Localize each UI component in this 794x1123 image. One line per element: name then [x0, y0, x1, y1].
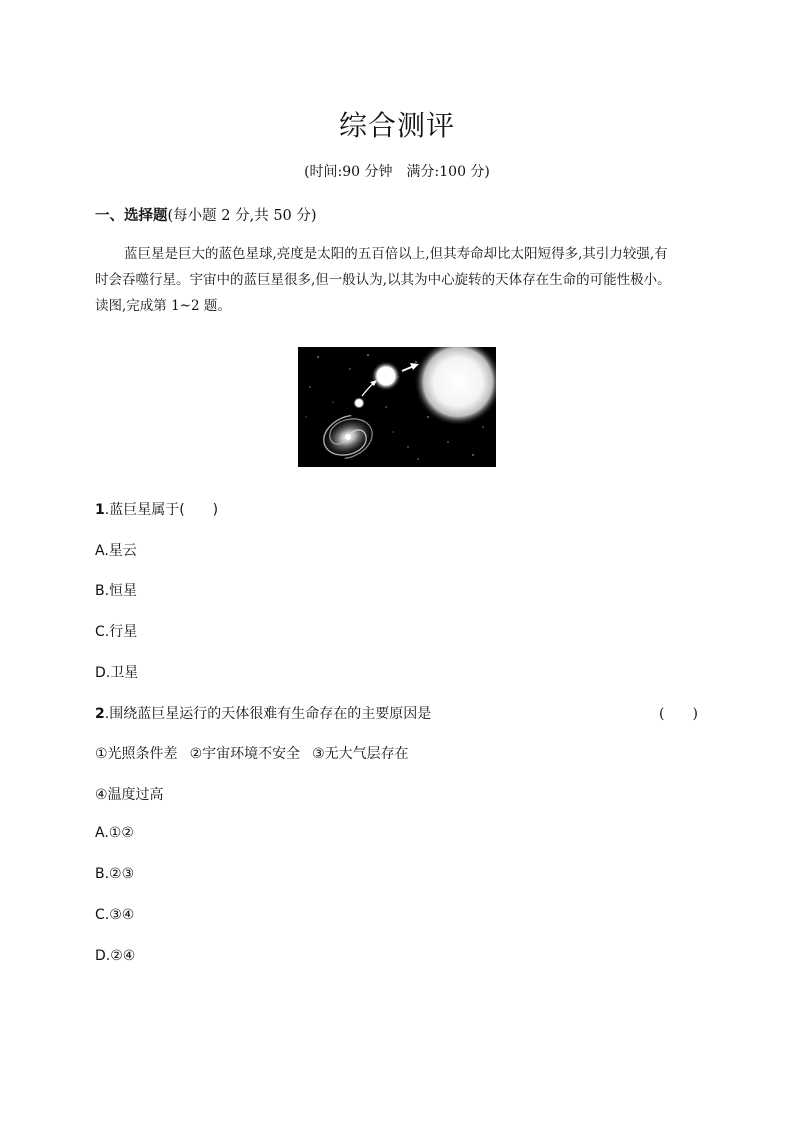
passage-line: 读图,完成第 1~2 题。 — [95, 298, 231, 314]
answer-option[interactable]: B.恒星 — [95, 583, 138, 599]
statement: ②宇宙环境不安全 — [189, 746, 301, 762]
section-title: 一、选择题 — [95, 207, 168, 224]
exam-info: (时间:90 分钟 满分:100 分) — [304, 164, 490, 180]
answer-option[interactable]: D.卫星 — [95, 665, 139, 681]
passage-line: 蓝巨星是巨大的蓝色星球,亮度是太阳的五百倍以上,但其寿命却比太阳短得多,其引力较强,有 — [124, 246, 668, 262]
blue-giant-star — [371, 361, 401, 391]
statement: ③无大气层存在 — [312, 746, 409, 762]
statement: ①光照条件差 — [95, 746, 178, 762]
answer-option[interactable]: D.②④ — [95, 948, 136, 964]
space-illustration — [298, 347, 496, 467]
small-star — [353, 397, 365, 409]
answer-option[interactable]: C.③④ — [95, 907, 135, 923]
answer-option[interactable]: B.②③ — [95, 866, 135, 882]
question-stem: .蓝巨星属于( ) — [104, 502, 219, 518]
reading-passage — [95, 241, 700, 319]
statement: ④温度过高 — [95, 787, 164, 803]
question-1 — [95, 499, 218, 519]
section-heading — [95, 204, 317, 225]
statement-list — [95, 743, 409, 763]
passage-line: 时会吞噬行星。宇宙中的蓝巨星很多,但一般认为,以其为中心旋转的天体存在生命的可能性极小。 — [95, 272, 671, 288]
question-stem: .围绕蓝巨星运行的天体很难有生命存在的主要原因是 — [104, 706, 432, 722]
answer-blank: ( ) — [659, 706, 698, 722]
answer-option[interactable]: A.星云 — [95, 543, 137, 559]
question-number: 2 — [95, 706, 105, 722]
page-title: 综合测评 — [338, 109, 455, 142]
question-2 — [95, 703, 431, 723]
section-note: (每小题 2 分,共 50 分) — [167, 208, 317, 224]
answer-option[interactable]: A.①② — [95, 825, 134, 841]
question-number: 1 — [95, 502, 105, 518]
answer-option[interactable]: C.行星 — [95, 624, 138, 640]
blue-giant-figure — [298, 347, 496, 467]
